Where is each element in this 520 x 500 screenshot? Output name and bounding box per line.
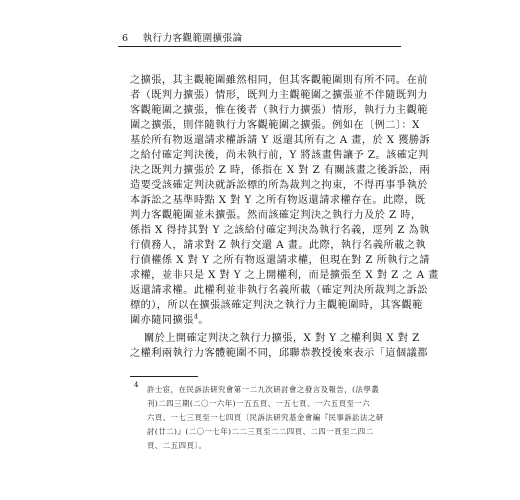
footnote-reference[interactable]: 4 [193, 312, 199, 321]
body-line: 基於所有物返還請求權訴請 Y 返還其所有之 A 畫，於 X 獲勝訴 [130, 135, 431, 146]
body-line: 係指 X 得持其對 Y 之該給付確定判決為執行名義，逕列 Z 為執 [130, 225, 430, 236]
body-line: 判力客觀範圍並未擴張。然而該確定判決之執行力及於 Z 時， [130, 210, 422, 221]
body-line: 圍之擴張，則伴隨執行力客觀範圍之擴張。例如在〔例二〕：X [130, 120, 420, 131]
body-line: 之權利兩執行力客體範圍不同，邱聯恭教授後來表示「這個議都 [130, 348, 428, 359]
body-line: 關於上開確定判決之執行力擴張，X 對 Y 之權利與 X 對 Z [144, 333, 420, 344]
header-rule [118, 46, 401, 47]
body-line: 之擴張，其主觀範圍雖然相同，但其客觀範圍則有所不同。在前 [130, 75, 428, 86]
body-line: 標的），所以在擴張該確定判決之執行力主觀範圍時，其客觀範 [130, 300, 423, 311]
body-line: 之給付確定判決後，尚未執行前，Y 將該畫售讓予 Z。該確定判 [130, 150, 429, 161]
footnote-line: 頁、二五四頁〕。 [147, 441, 207, 450]
body-line: 本訴訟之基準時點 X 對 Y 之所有物返還請求權存在。此際，既 [130, 195, 426, 206]
footnote-number: 4 [134, 381, 139, 389]
body-text: 圍亦隨同擴張 [130, 315, 194, 326]
footnote-line: 許士宦，在民訴法研究會第一二九次研討會之發言及報告，(法學叢 [147, 385, 380, 394]
body-line-with-footnote [130, 314, 402, 328]
page-number: 6 [122, 33, 129, 44]
footnote-line: 討(廿二)』(二〇一七年)二二三頁至二二四頁、二四一頁至二四二 [147, 427, 374, 436]
body-line: 行債權係 X 對 Y 之所有物返還請求權，但現在對 Z 所執行之請 [130, 255, 430, 266]
body-text: 。 [198, 315, 210, 326]
footnote-rule [130, 376, 198, 377]
body-line: 者（既判力擴張）情形，既判力主觀範圍之擴張並不伴隨既判力 [130, 90, 428, 101]
body-line: 求權，並非只是 X 對 Y 之上開權利，而是擴張至 X 對 Z 之 A 畫 [130, 270, 439, 281]
body-line: 行債務人，請求對 Z 執行交還 A 畫。此際，執行名義所載之執 [130, 240, 427, 251]
body-line: 決之既判力擴張於 Z 時，係指在 X 對 Z 有關該畫之後訴訟，兩 [130, 165, 431, 176]
body-line: 客觀範圍之擴張，惟在後者（執行力擴張）情形，執行力主觀範 [130, 105, 428, 116]
footnote-line: 六頁、一七三頁至一七四頁〔民訴法研究基金會編『民事訴訟法之研 [147, 413, 384, 422]
body-line: 造要受該確定判決就訴訟標的所為裁判之拘束，不得再事爭執於 [130, 180, 428, 191]
running-title: 執行力客觀範圍擴張論 [142, 33, 243, 44]
body-line: 返還請求權。此權利並非執行名義所載（確定判決所裁判之訴訟 [130, 285, 428, 296]
running-header [122, 30, 243, 44]
footnote-line: 刊)二四三期(二〇一六年)一五五頁、一五七頁、一六五頁至一六 [147, 399, 371, 408]
